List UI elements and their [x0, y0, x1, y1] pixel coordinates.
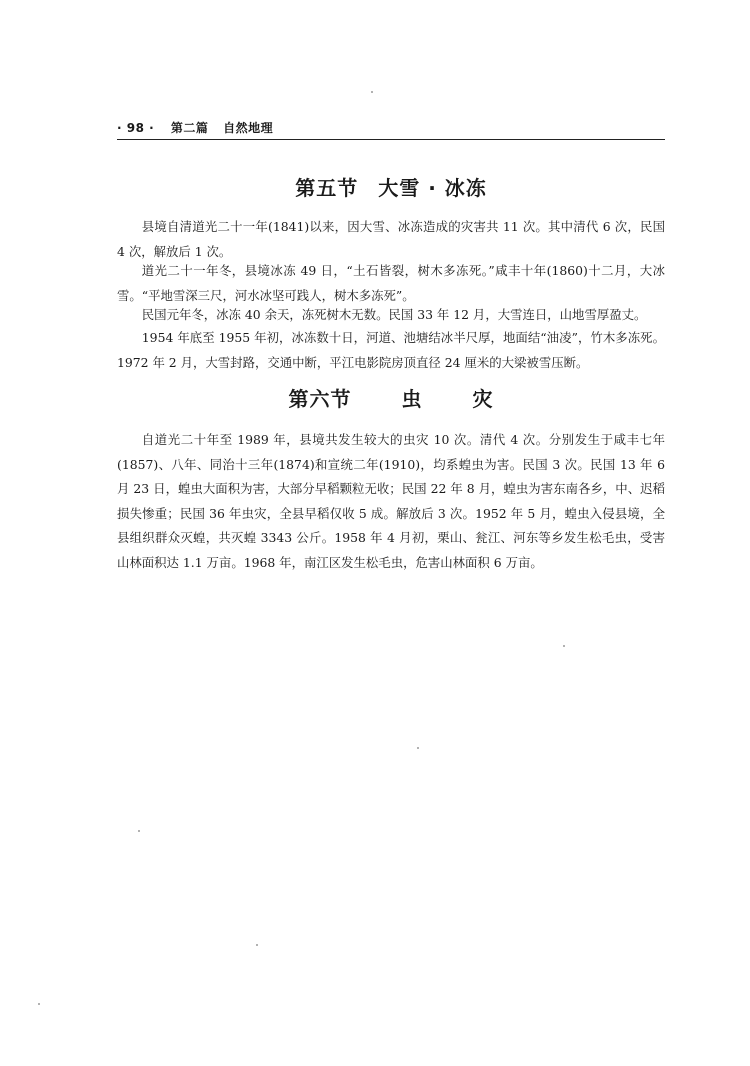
section-6-paragraph: 自道光二十年至 1989 年，县境共发生较大的虫灾 10 次。清代 4 次。分别发生于咸丰七年(1857)、八年、同治十三年(1874)和宣统二年(1910)，均系蝗虫为害。民国 3 次。民国 13 年 6 月 23 日，蝗虫大面积为害，大部分早稻颗粒无收；民国 22 年 8 月，蝗虫为害东南各乡，中、迟稻损失惨重；民国 36 年虫灾，全县早稻仅收 5 成。解放后 3 次。1952 年 5 月，蝗虫入侵县境，全县组织群众灭蝗，共灭蝗 3343 公斤。1958 年 4 月初，栗山、瓮江、河东等乡发生松毛虫，受害山林面积达 1.1 万亩。1968 年，南江区发生松毛虫，危害山林面积 6 万亩。 [117, 432, 665, 570]
part-label: 第二篇 [170, 121, 209, 135]
scan-speck [38, 1003, 40, 1005]
section-6-topic-char-1: 虫 [401, 387, 423, 411]
scan-speck [371, 91, 373, 93]
running-header [117, 119, 273, 136]
section-6-title [117, 383, 665, 412]
scan-speck [417, 747, 419, 749]
section-5-paragraph: 民国元年冬，冰冻 40 余天，冻死树木无数。民国 33 年 12 月，大雪连日，山地雪厚盈丈。 [141, 307, 647, 322]
scan-speck [563, 645, 565, 647]
header-rule [117, 139, 665, 140]
section-5-paragraph: 县境自清道光二十一年(1841)以来，因大雪、冰冻造成的灾害共 11 次。其中清代 6 次，民国 4 次，解放后 1 次。 [117, 219, 665, 259]
section-5-title [117, 172, 665, 201]
page-number: · 98 · [117, 121, 155, 135]
section-5-topic: 大雪 · 冰冻 [378, 176, 487, 200]
section-6-topic-char-2: 灾 [472, 387, 494, 411]
scan-speck [138, 830, 140, 832]
section-6-number: 第六节 [288, 387, 352, 411]
part-title: 自然地理 [223, 121, 274, 135]
section-5-paragraph: 道光二十一年冬，县境冰冻 49 日，“土石皆裂，树木多冻死。”咸丰十年(1860)十二月，大冰雪。“平地雪深三尺，河水冰坚可践人，树木多冻死”。 [117, 263, 665, 303]
section-5-paragraph: 1954 年底至 1955 年初，冰冻数十日，河道、池塘结冰半尺厚，地面结“油凌”，竹木多冻死。1972 年 2 月，大雪封路，交通中断，平江电影院房顶直径 24 厘米的大梁被雪压断。 [117, 330, 665, 370]
scan-speck [256, 944, 258, 946]
section-5-number: 第五节 [295, 176, 359, 200]
